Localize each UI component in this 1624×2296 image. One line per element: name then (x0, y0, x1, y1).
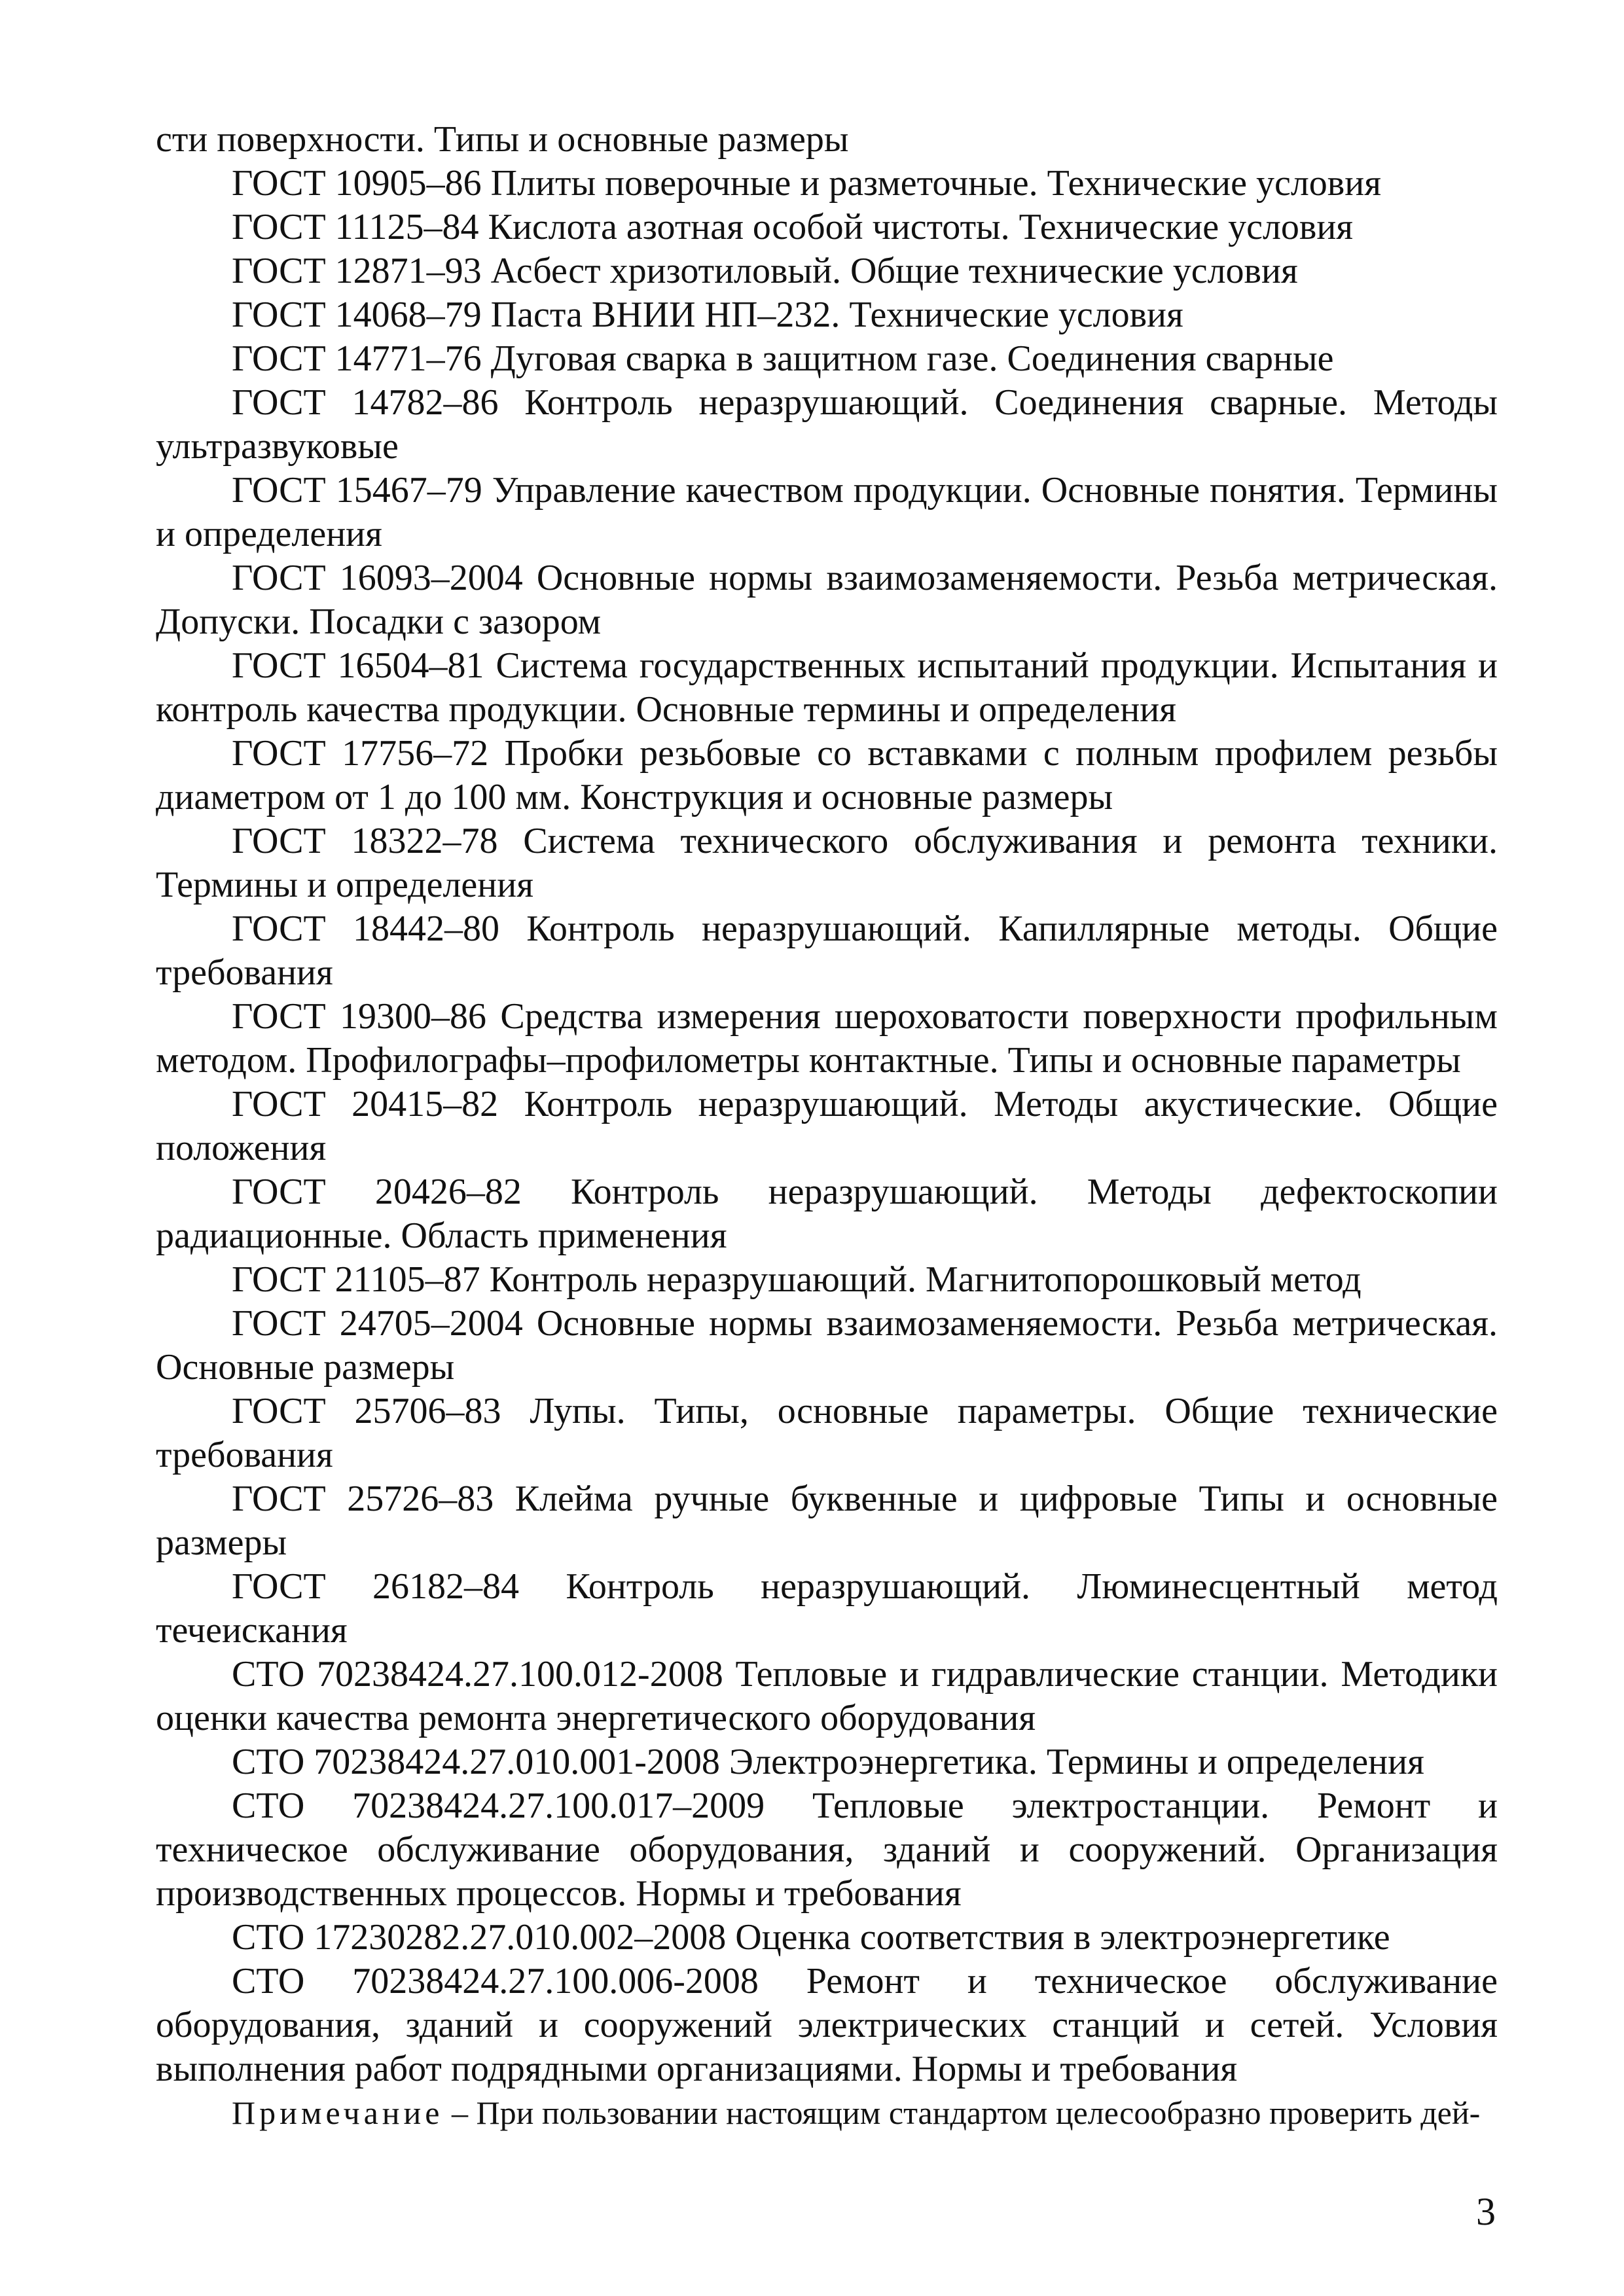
reference-entry: ГОСТ 15467–79 Управление качеством продукции. Основные понятия. Термины и определения (156, 470, 1498, 554)
reference-entry: СТО 70238424.27.010.001-2008 Электроэнергетика. Термины и определения (232, 1742, 1424, 1782)
reference-entry: ГОСТ 20426–82 Контроль неразрушающий. Методы дефектоскопии радиационные. Область применения (156, 1172, 1498, 1256)
reference-entry: ГОСТ 10905–86 Плиты поверочные и разметочные. Технические условия (232, 163, 1381, 204)
page-number: 3 (1476, 2190, 1496, 2233)
reference-entry: ГОСТ 18322–78 Система технического обслуживания и ремонта техники. Термины и определения (156, 821, 1498, 905)
reference-entry: СТО 17230282.27.010.002–2008 Оценка соответствия в электроэнергетике (232, 1917, 1390, 1958)
reference-entry: ГОСТ 18442–80 Контроль неразрушающий. Капиллярные методы. Общие требования (156, 908, 1498, 993)
reference-entry: ГОСТ 14782–86 Контроль неразрушающий. Соединения сварные. Методы ультразвуковые (156, 382, 1498, 467)
reference-entry: ГОСТ 20415–82 Контроль неразрушающий. Методы акустические. Общие положения (156, 1084, 1498, 1168)
reference-entry: СТО 70238424.27.100.012-2008 Тепловые и гидравлические станции. Методики оценки качества ремонта энергетического оборудования (156, 1654, 1498, 1738)
reference-entry: ГОСТ 21105–87 Контроль неразрушающий. Магнитопорошковый метод (232, 1259, 1362, 1300)
reference-entry: ГОСТ 26182–84 Контроль неразрушающий. Люминесцентный метод течеискания (156, 1566, 1498, 1651)
reference-entry: СТО 70238424.27.100.006-2008 Ремонт и техническое обслуживание оборудования, зданий и сооружений электрических станций и сетей. Условия выполнения работ подрядными организациями. Нормы и требования (156, 1961, 1498, 2089)
reference-entry: ГОСТ 14068–79 Паста ВНИИ НП–232. Технические условия (232, 295, 1183, 335)
reference-entry: ГОСТ 14771–76 Дуговая сварка в защитном газе. Соединения сварные (232, 338, 1334, 379)
note-paragraph (156, 2091, 1498, 2135)
reference-entry: ГОСТ 16504–81 Система государственных испытаний продукции. Испытания и контроль качества продукции. Основные термины и определения (156, 645, 1498, 730)
reference-entry: ГОСТ 25726–83 Клейма ручные буквенные и цифровые Типы и основные размеры (156, 1479, 1498, 1563)
reference-entry: ГОСТ 11125–84 Кислота азотная особой чистоты. Технические условия (232, 207, 1354, 247)
note-label: Примечание (232, 2094, 444, 2131)
reference-entry: ГОСТ 24705–2004 Основные нормы взаимозаменяемости. Резьба метрическая. Основные размеры (156, 1303, 1498, 1388)
reference-entry: ГОСТ 12871–93 Асбест хризотиловый. Общие технические условия (232, 251, 1298, 291)
document-body (156, 118, 1498, 2135)
reference-entry: ГОСТ 25706–83 Лупы. Типы, основные параметры. Общие технические требования (156, 1391, 1498, 1475)
reference-entry: ГОСТ 16093–2004 Основные нормы взаимозаменяемости. Резьба метрическая. Допуски. Посадки с зазором (156, 558, 1498, 642)
reference-entry: ГОСТ 17756–72 Пробки резьбовые со вставками с полным профилем резьбы диаметром от 1 до 100 мм. Конструкция и основные размеры (156, 733, 1498, 817)
continuation-line: сти поверхности. Типы и основные размеры (156, 119, 849, 160)
reference-entry: ГОСТ 19300–86 Средства измерения шероховатости поверхности профильным методом. Профилографы–профилометры контактные. Типы и основные параметры (156, 996, 1498, 1081)
note-text: – При пользовании настоящим стандартом целесообразно проверить дей- (443, 2094, 1481, 2131)
reference-entry: СТО 70238424.27.100.017–2009 Тепловые электростанции. Ремонт и техническое обслуживание оборудования, зданий и сооружений. Организация производственных процессов. Нормы и требования (156, 1785, 1498, 1914)
